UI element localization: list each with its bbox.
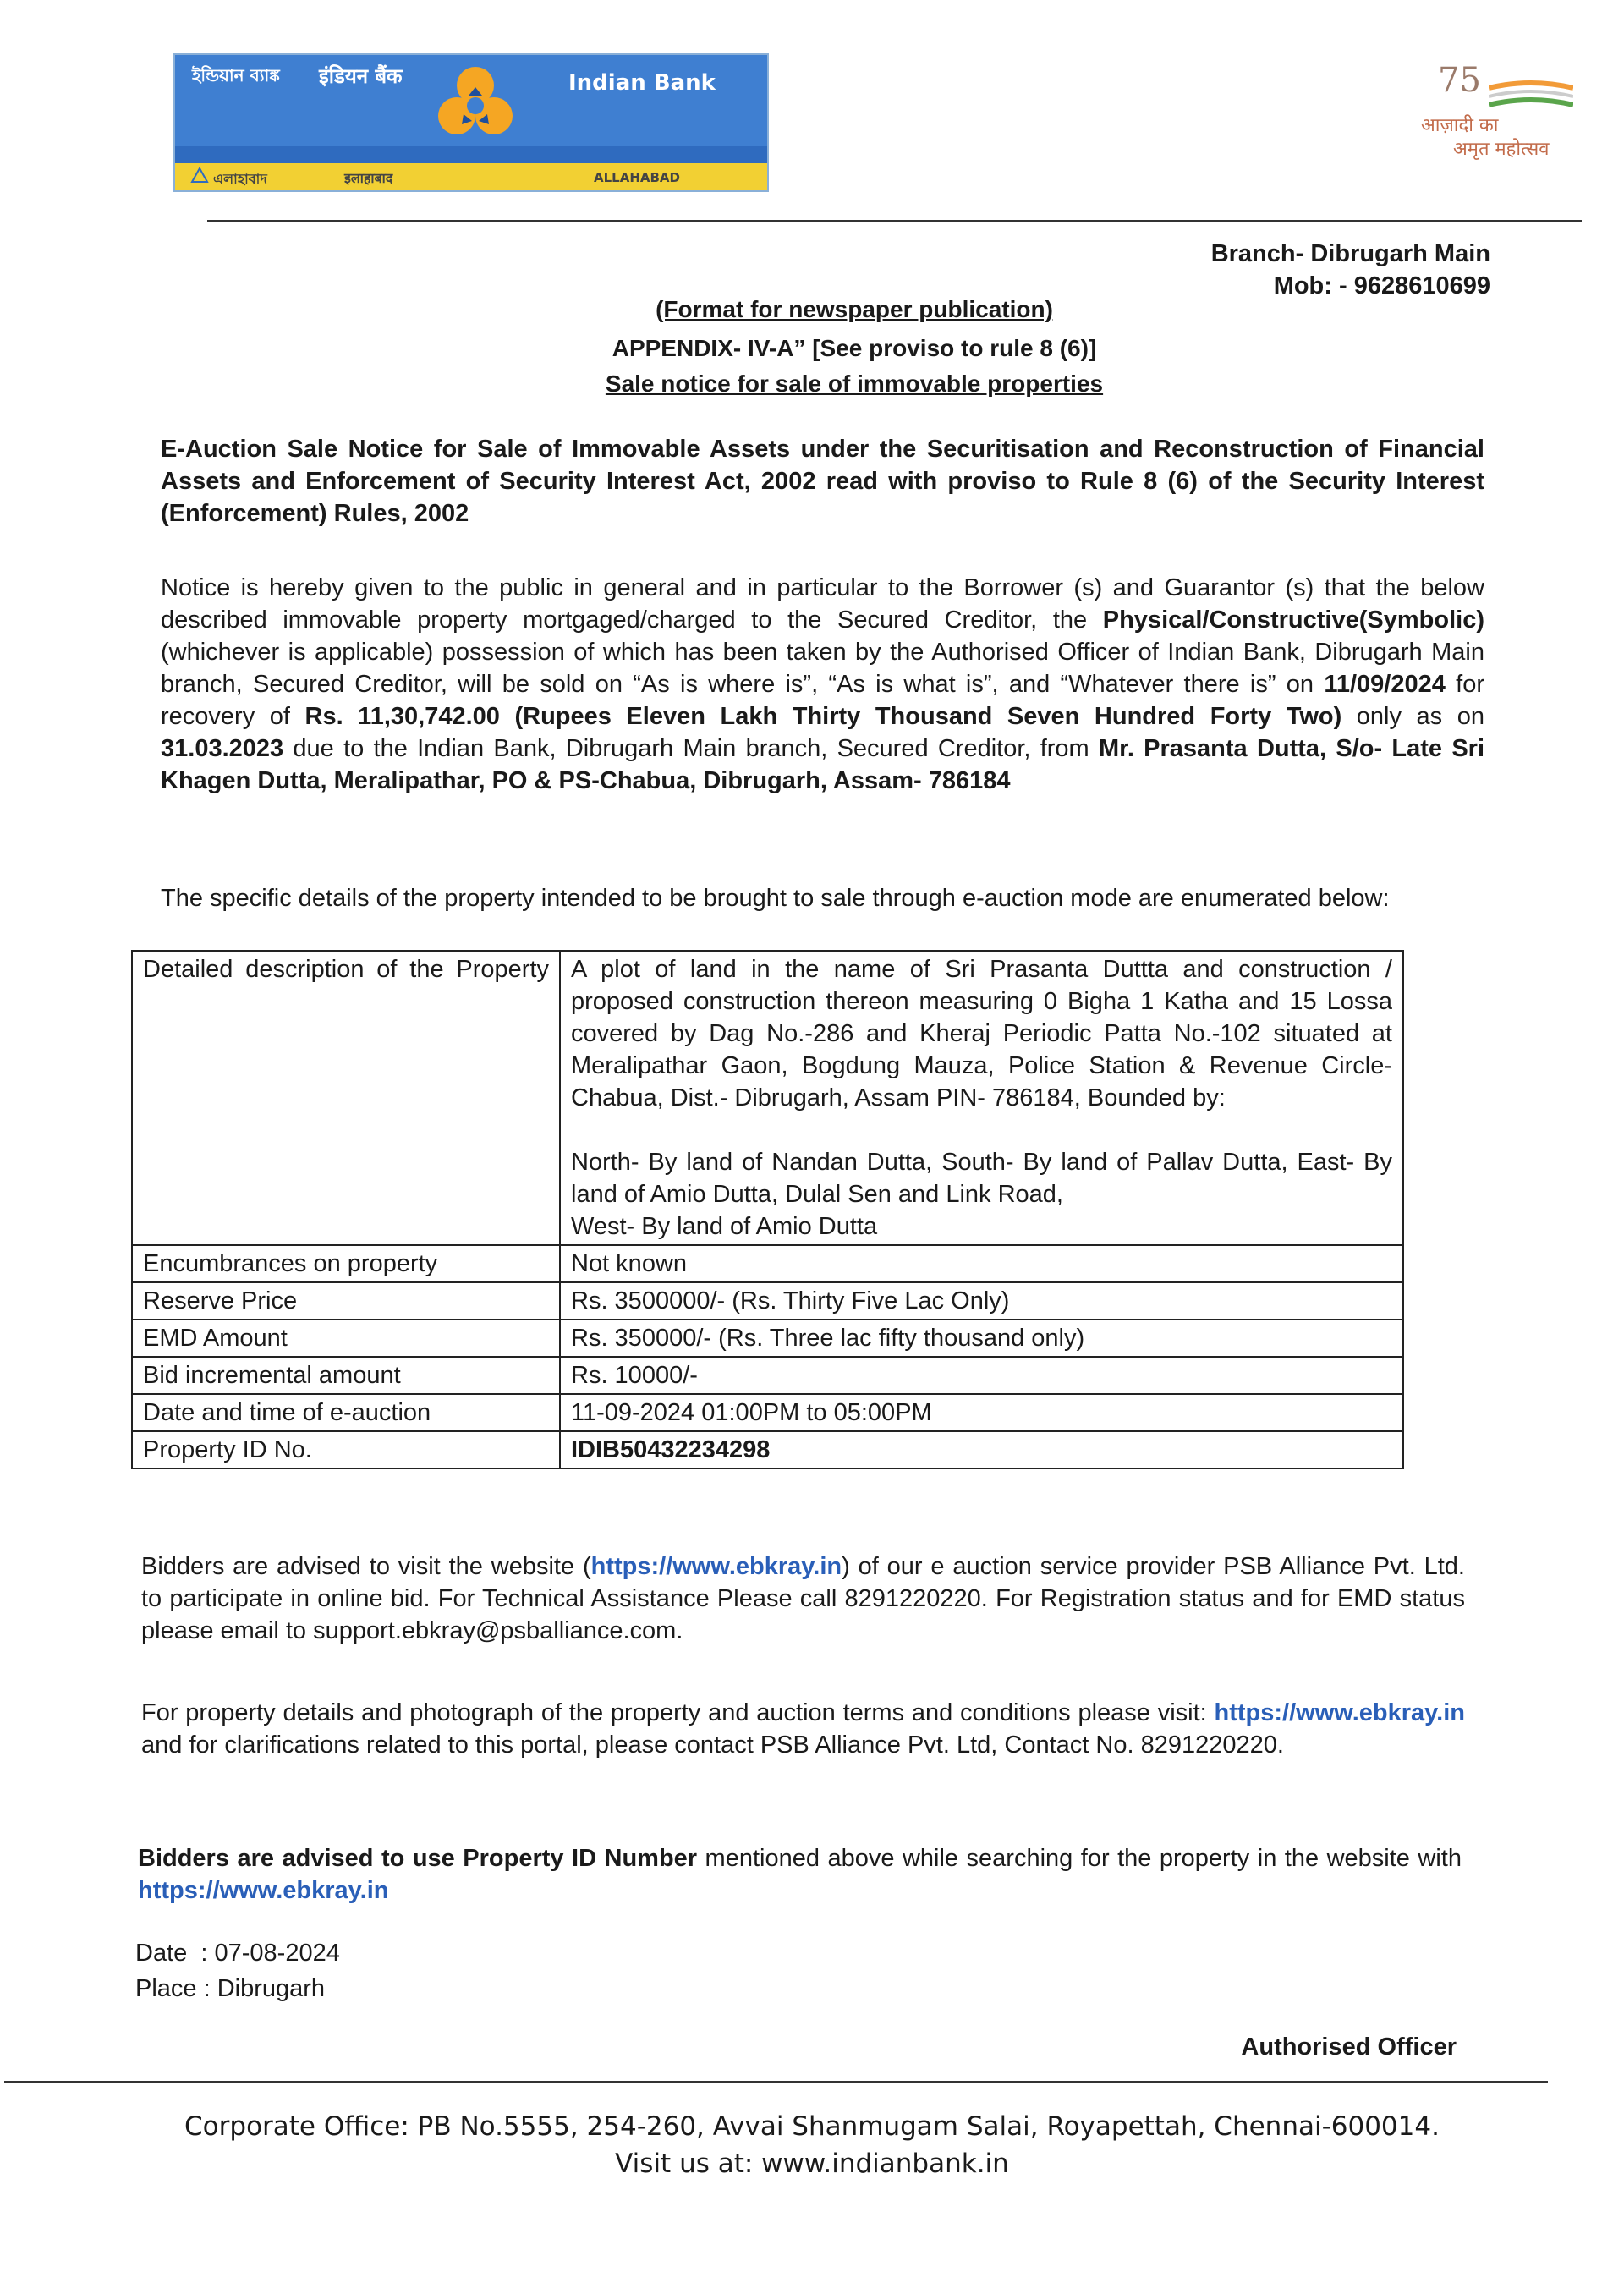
table-value: Rs. 10000/- bbox=[560, 1357, 1403, 1394]
flag-wave-icon bbox=[1489, 80, 1573, 113]
allahabad-emblem-icon bbox=[190, 167, 209, 185]
borrower-details: Mr. Prasanta Dutta, S/o- Late Sri Khagen Dutta, Meralipathar, PO & PS-Chabua, Dibrugarh, Assam- 786184 bbox=[161, 735, 1485, 794]
azadi-line-2: अमृत महोत्सव bbox=[1453, 139, 1550, 160]
logo-text-english: Indian Bank bbox=[568, 70, 716, 96]
table-label: Date and time of e-auction bbox=[132, 1394, 560, 1431]
recovery-amount: Rs. 11,30,742.00 (Rupees Eleven Lakh Thirty Thousand Seven Hundred Forty Two) bbox=[304, 703, 1342, 730]
property-id-label: Property ID No. bbox=[132, 1431, 560, 1468]
table-row bbox=[132, 1431, 1403, 1468]
logo-allahabad-bengali: এলাহাবাদ bbox=[213, 171, 267, 187]
table-label: EMD Amount bbox=[132, 1320, 560, 1357]
ebkray-link[interactable]: https://www.ebkray.in bbox=[1214, 1699, 1465, 1726]
logo-text-hindi: इंडियन बैंक bbox=[319, 64, 403, 88]
notice-paragraph: Notice is hereby given to the public in general and in particular to the Borrower (s) and Guarantor (s) that the below described immovable property mortgaged/charged to the Secured Creditor, the Physical/Constructive(Symbolic) (whichever is applicable) possession of which has been taken by the Authorised Officer of Indian Bank, Dibrugarh Main branch, Secured Creditor, will be sold on “As is where is”, “As is what is”, and “Whatever there is” on 11/09/2024 for recovery of Rs. 11,30,742.00 (Rupees Eleven Lakh Thirty Thousand Seven Hundred Forty Two) only as on 31.03.2023 due to the Indian Bank, Dibrugarh Main branch, Secured Creditor, from Mr. Prasanta Dutta, S/o- Late Sri Khagen Dutta, Meralipathar, PO & PS-Chabua, Dibrugarh, Assam- 786184 bbox=[161, 574, 1485, 794]
table-row bbox=[132, 1245, 1403, 1282]
table-value: Rs. 3500000/- (Rs. Thirty Five Lac Only) bbox=[560, 1282, 1403, 1320]
table-row bbox=[132, 1357, 1403, 1394]
header-divider bbox=[207, 220, 1582, 222]
indian-bank-logo bbox=[173, 53, 769, 192]
azadi-number: 75 bbox=[1438, 61, 1481, 100]
notice-title: E-Auction Sale Notice for Sale of Immovable Assets under the Securitisation and Reconstruction of Financial Assets and Enforcement of Security Interest Act, 2002 read with proviso to Rule 8 (6) of the Security Interest (Enforcement) Rules, 2002 bbox=[161, 436, 1484, 527]
auction-date: 11/09/2024 bbox=[1324, 671, 1446, 698]
description-value: A plot of land in the name of Sri Prasanta Duttta and construction / proposed construction thereon measuring 0 Bigha 1 Katha and 15 Lossa covered by Dag No.-286 and Kheraj Periodic Patta No.-102 situated at Meralipathar Gaon, Bogdung Mauza, Police Station & Revenue Circle- Chabua, Dist.- Dibrugarh, Assam PIN- 786184, Bounded by: North- By land of Nandan Dutta, South- By land of Pallav Dutta, East- By land of Amio Dutta, Dulal Sen and Link Road, West- By land of Amio Dutta bbox=[560, 951, 1403, 1245]
table-label: Reserve Price bbox=[132, 1282, 560, 1320]
table-label: Bid incremental amount bbox=[132, 1357, 560, 1394]
table-label: Encumbrances on property bbox=[132, 1245, 560, 1282]
details-intro: The specific details of the property intended to be brought to sale through e-auction mode are enumerated below: bbox=[161, 885, 1390, 912]
logo-text-bengali: ইন্ডিয়ান ব্যাঙ্ক bbox=[192, 65, 280, 85]
format-heading: (Format for newspaper publication) bbox=[656, 296, 1053, 322]
ebkray-link[interactable]: https://www.ebkray.in bbox=[590, 1553, 842, 1580]
logo-allahabad-hindi: इलाहाबाद bbox=[344, 170, 393, 186]
branch-info bbox=[1211, 238, 1490, 302]
table-value: Rs. 350000/- (Rs. Three lac fifty thousand only) bbox=[560, 1320, 1403, 1357]
table-value: Not known bbox=[560, 1245, 1403, 1282]
azadi-ka-amrit-mahotsav-logo bbox=[1421, 61, 1577, 162]
property-id-value: IDIB50432234298 bbox=[560, 1431, 1403, 1468]
table-value: 11-09-2024 01:00PM to 05:00PM bbox=[560, 1394, 1403, 1431]
table-row bbox=[132, 1320, 1403, 1357]
branch-name: Branch- Dibrugarh Main bbox=[1210, 240, 1490, 267]
table-row bbox=[132, 951, 1403, 1245]
notice-date: Date : 07-08-2024 bbox=[135, 1940, 340, 1967]
azadi-line-1: आज़ादी का bbox=[1421, 115, 1499, 136]
table-row bbox=[132, 1282, 1403, 1320]
as-on-date: 31.03.2023 bbox=[161, 735, 284, 762]
sale-notice-heading: Sale notice for sale of immovable properties bbox=[605, 370, 1104, 397]
authorised-officer: Authorised Officer bbox=[1241, 2033, 1457, 2061]
ebkray-link[interactable]: https://www.ebkray.in bbox=[138, 1877, 389, 1904]
table-row bbox=[132, 1394, 1403, 1431]
appendix-heading: APPENDIX- IV-A” [See proviso to rule 8 (6)] bbox=[612, 335, 1097, 361]
bidders-paragraph-2: For property details and photograph of the property and auction terms and conditions please visit: https://www.ebkray.in and for clarifications related to this portal, please contact PSB Alliance Pvt. Ltd, Contact No. 8291220220. bbox=[141, 1699, 1465, 1759]
footer-address: Corporate Office: PB No.5555, 254-260, Avvai Shanmugam Salai, Royapettah, Chennai-600014. bbox=[184, 2111, 1440, 2142]
logo-allahabad-english: ALLAHABAD bbox=[594, 170, 680, 185]
bidders-paragraph-3: Bidders are advised to use Property ID Number mentioned above while searching for the property in the website with https://www.ebkray.in bbox=[138, 1845, 1462, 1904]
possession-type: Physical/Constructive(Symbolic) bbox=[1102, 606, 1484, 634]
footer-divider bbox=[4, 2081, 1548, 2083]
bank-emblem-icon bbox=[433, 62, 518, 146]
notice-place: Place : Dibrugarh bbox=[135, 1975, 326, 2002]
footer-website: Visit us at: www.indianbank.in bbox=[615, 2149, 1009, 2179]
bidders-paragraph-1: Bidders are advised to visit the website (https://www.ebkray.in) of our e auction service provider PSB Alliance Pvt. Ltd. to participate in online bid. For Technical Assistance Please call 8291220220. For Registration status and for EMD status please email to support.ebkray@psballiance.com. bbox=[141, 1553, 1465, 1644]
property-details-table bbox=[131, 950, 1404, 1469]
branch-mobile: Mob: - 9628610699 bbox=[1273, 272, 1490, 299]
description-label: Detailed description of the Property bbox=[132, 951, 560, 1245]
